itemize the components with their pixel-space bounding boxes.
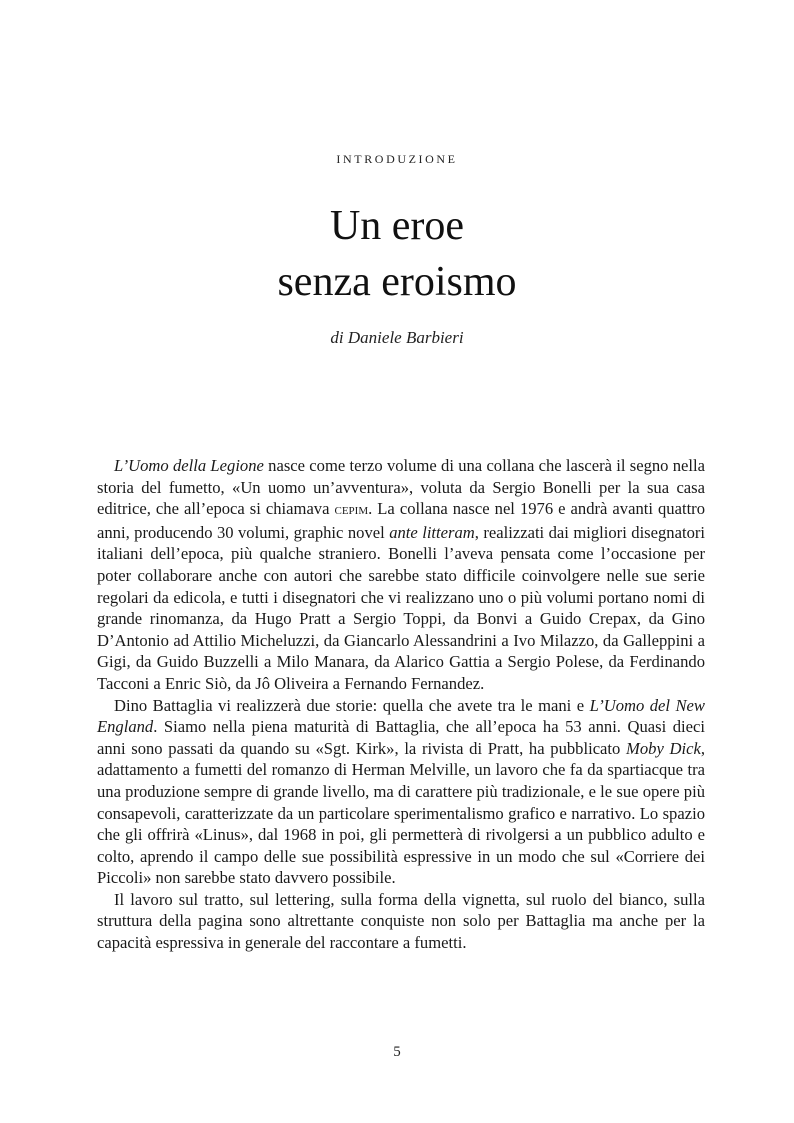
paragraph	[97, 889, 705, 954]
page-number: 5	[393, 1044, 401, 1060]
body-text	[97, 455, 705, 954]
small-caps-text: cepim	[334, 502, 369, 519]
text-segment: Dino Battaglia vi realizzerà due storie: quella che avete tra le mani e	[114, 695, 590, 715]
text-segment: . La collana nasce nel 1976 e andrà avanti quattro anni, producendo 30 volumi, graphic novel	[97, 499, 705, 542]
text-segment: , realizzati dai migliori disegnatori italiani dell’epoca, più qualche straniero. Bonelli l’aveva pensata come l’occasione per poter collaborare anche con autori che sarebbe stato difficile coinvolgere nelle sue serie regolari da edicola, e tutti i disegnatori che vi realizzano uno o più volumi portano nomi di grande rinomanza, da Hugo Pratt a Sergio Toppi, da Bonvi a Guido Crepax, da Gino D’Antonio ad Attilio Micheluzzi, da Giancarlo Alessandrini a Ivo Milazzo, da Galleppini a Gigi, da Guido Buzzelli a Milo Manara, da Alarico Gattia a Sergio Polese, da Ferdinando Tacconi a Enric Siò, da Jô Oliveira a Fernando Fernandez.	[97, 522, 706, 693]
author-byline: di Daniele Barbieri	[330, 328, 464, 347]
italic-text: L’Uomo del New England	[97, 695, 705, 737]
italic-text: L’Uomo della Legione	[114, 456, 264, 475]
text-segment: , adattamento a fumetti del romanzo di Herman Melville, un lavoro che fa da spartiacque tra una produzione sempre di grande livello, ma di carattere più tradizionale, e le sue opere più consapevoli, caratterizzate da un particolare sperimentalismo grafico e narrativo. Lo spazio che gli offrirà «Linus», dal 1968 in poi, gli permetterà di rivolgersi a un pubblico adulto e colto, aprendo il campo delle sue possibilità espressive in un modo che sul «Corriere dei Piccoli» non sarebbe stato davvero possibile.	[97, 738, 705, 888]
page-title	[0, 198, 794, 310]
text-segment: . Siamo nella piena maturità di Battaglia, che all’epoca ha 53 anni. Quasi dieci anni sono passati da quando su «Sgt. Kirk», la rivista di Pratt, ha pubblicato	[97, 717, 705, 758]
title-line-1: Un eroe	[329, 203, 465, 249]
title-line-2: senza eroismo	[277, 259, 517, 305]
text-segment: Il lavoro sul tratto, sul lettering, sulla forma della vignetta, sul ruolo del bianco, sulla struttura della pagina sono altrettante conquiste non solo per Battaglia ma anche per la capacità espressiva in generale del raccontare a fumetti.	[97, 889, 705, 953]
paragraph	[97, 455, 705, 695]
italic-text: Moby Dick	[626, 738, 701, 758]
paragraph	[97, 695, 705, 889]
italic-text: ante litteram	[389, 522, 475, 542]
text-segment: nasce come terzo volume di una collana che lascerà il segno nella storia del fumetto, «Un uomo un’avventura», voluta da Sergio Bonelli per la sua casa editrice, che all’epoca si chiamava	[97, 456, 705, 519]
section-label: INTRODUZIONE	[336, 152, 458, 166]
